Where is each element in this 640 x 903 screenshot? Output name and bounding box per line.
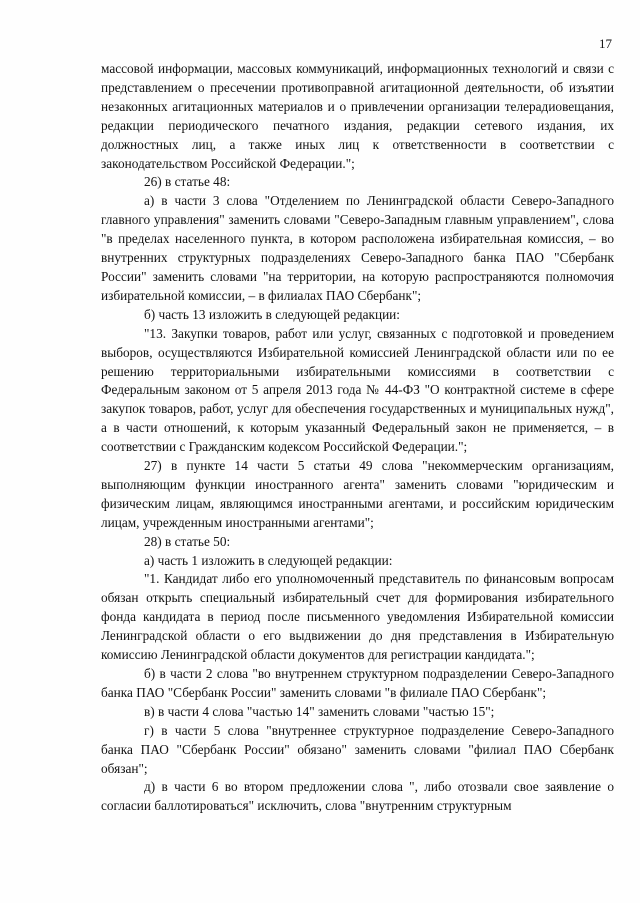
paragraph: "1. Кандидат либо его уполномоченный представитель по финансовым вопросам обязан открыть специальный избирательный счет для формирования избирательного фонда кандидата в период после письменного уведомления Избирательной комиссии Ленинградской области о его выдвижении до дня представления в Избирательную комиссию Ленинградской области документов для регистрации кандидата."; [101, 571, 614, 663]
paragraph: массовой информации, массовых коммуникаций, информационных технологий и связи с представлением о пресечении противоправной агитационной деятельности, об изъятии незаконных агитационных материалов и о привлечении организации телерадиовещания, редакции периодического печатного издания, редакции сетевого издания, их должностных лиц, а также иных лиц к ответственности в соответствии с законодательством Российской Федерации."; [101, 61, 614, 171]
paragraph: 27) в пункте 14 части 5 статьи 49 слова "некоммерческим организациям, выполняющим функции иностранного агента" заменить словами "юридическим и физическим лицам, являющимся иностранными агентами, и российским юридическим лицам, учрежденным иностранными агентами"; [101, 458, 614, 530]
paragraph: б) часть 13 изложить в следующей редакции: [144, 306, 400, 322]
paragraph: б) в части 2 слова "во внутреннем структурном подразделении Северо-Западного банка ПАО "Сбербанк России" заменить словами "в филиале ПАО Сбербанк"; [101, 666, 614, 700]
page-number: 17 [599, 36, 612, 51]
paragraph: в) в части 4 слова "частью 14" заменить словами "частью 15"; [144, 703, 495, 719]
paragraph: 26) в статье 48: [144, 174, 231, 190]
document-body [101, 60, 614, 816]
paragraph: а) часть 1 изложить в следующей редакции: [144, 552, 393, 568]
paragraph: а) в части 3 слова "Отделением по Ленинградской области Северо-Западного главного управления" заменить словами "Северо-Западным главным управлением", слова "в пределах населенного пункта, в котором расположена избирательная комиссия, – во внутренних структурных подразделениях Северо-Западного банка ПАО "Сбербанк России" заменить словами "на территории, на которую распространяются полномочия избирательной комиссии, – в филиалах ПАО Сбербанк"; [101, 193, 614, 303]
paragraph: д) в части 6 во втором предложении слова ", либо отозвали свое заявление о согласии баллотироваться" исключить, слова "внутренним структурным [101, 779, 614, 814]
paragraph: г) в части 5 слова "внутреннее структурное подразделение Северо-Западного банка ПАО "Сбербанк России" обязано" заменить словами "филиал ПАО Сбербанк обязан"; [101, 722, 614, 776]
paragraph: "13. Закупки товаров, работ или услуг, связанных с подготовкой и проведением выборов, осуществляются Избирательной комиссией Ленинградской области или по ее решению территориальными избирательными комиссиями в соответствии с Федеральным законом от 5 апреля 2013 года № 44-ФЗ "О контрактной системе в сфере закупок товаров, работ, услуг для обеспечения государственных и муниципальных нужд", а в части отношений, к которым указанный Федеральный закон не применяется, – в соответствии с Гражданским кодексом Российской Федерации."; [101, 325, 614, 455]
paragraph: 28) в статье 50: [144, 533, 231, 549]
